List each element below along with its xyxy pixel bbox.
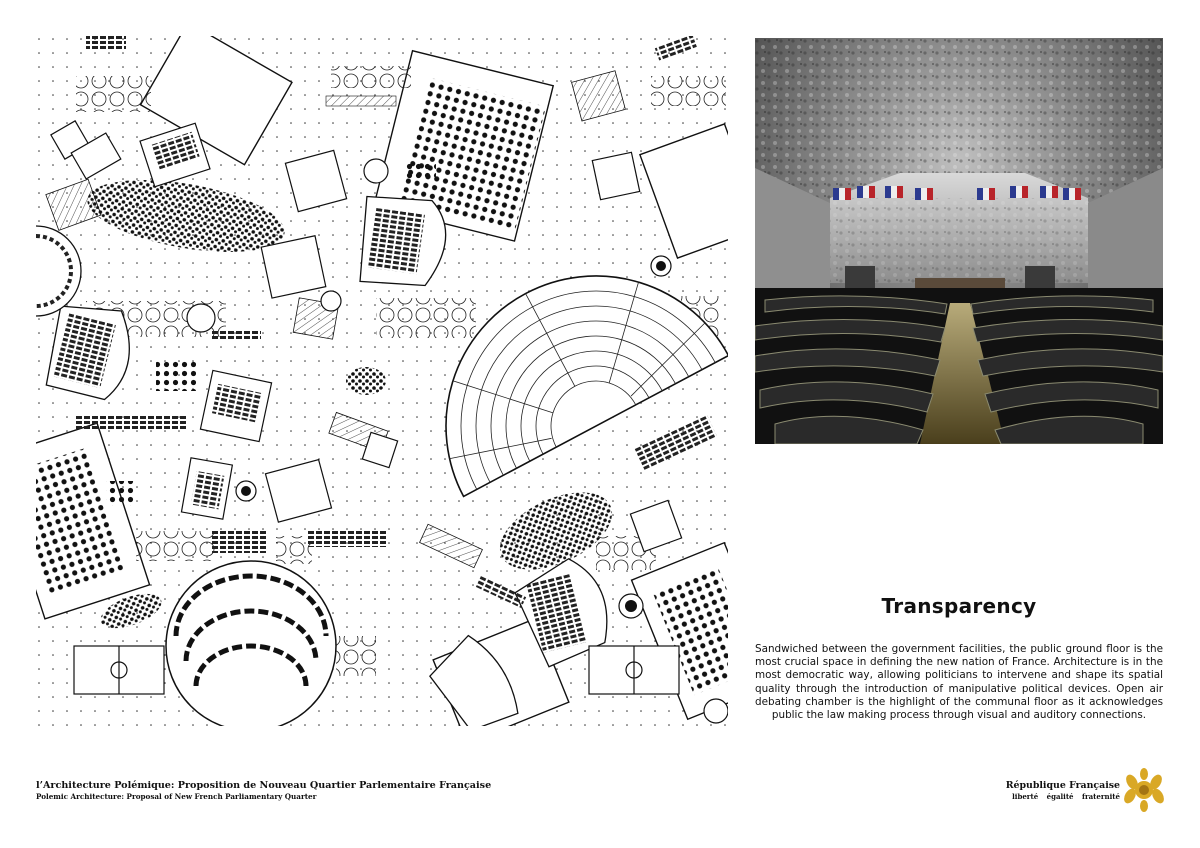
section-body: Sandwiched between the government facilities, the public ground floor is the most crucial space in defining the new nation of France. Architecture is in the most democratic way, allowing politicians to intervene and shape its spatial quality through the introduction of manipulative political devices. Open air debating chamber is the highlight of the communal floor as it acknowledges public the law making process through visual and auditory connections. <box>755 643 1163 722</box>
project-title-block <box>36 780 636 801</box>
debating-chamber-render <box>755 38 1163 444</box>
republic-block <box>980 780 1120 801</box>
republic-name: République Française <box>1005 780 1120 791</box>
republic-motto: liberté égalité fraternité <box>1012 792 1120 801</box>
project-title-english: Polemic Architecture: Proposal of New French Parliamentary Quarter <box>36 792 317 801</box>
floor-plan-drawing <box>36 36 728 726</box>
section-title: Transparency <box>881 594 1037 618</box>
project-title-french: l’Architecture Polémique: Proposition de Nouveau Quartier Parlementaire Française <box>36 780 492 791</box>
french-emblem-icon <box>1124 768 1164 812</box>
